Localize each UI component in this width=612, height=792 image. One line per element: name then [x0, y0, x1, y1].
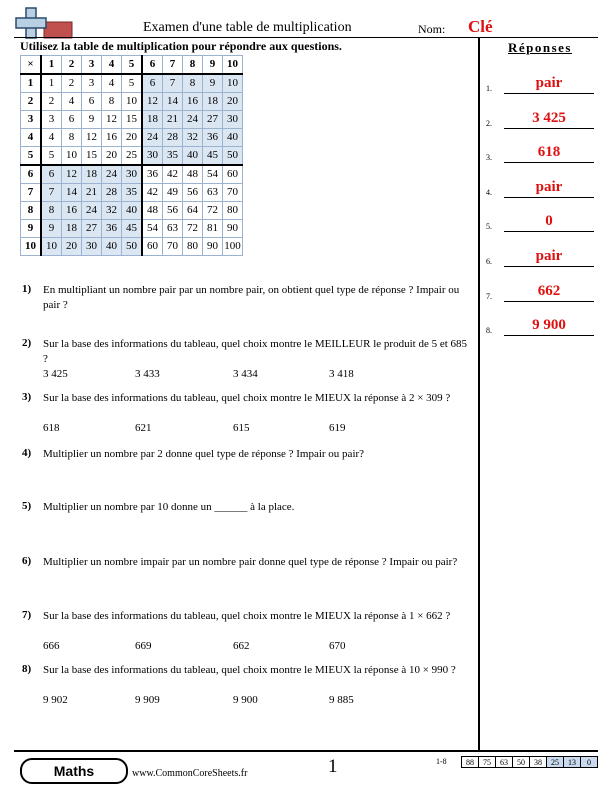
- answer-number: 3.: [486, 153, 492, 163]
- answer-number: 4.: [486, 187, 492, 197]
- table-cell: 40: [102, 238, 122, 256]
- table-cell: 20: [102, 147, 122, 166]
- table-cell: 45: [203, 147, 223, 166]
- answer-choice: 666: [43, 640, 60, 652]
- table-cell: 24: [102, 165, 122, 184]
- table-cell: 40: [223, 129, 243, 147]
- table-column-header: 5: [122, 56, 143, 75]
- table-cell: 20: [62, 238, 82, 256]
- table-cell: 9: [203, 74, 223, 93]
- table-cell: 18: [203, 93, 223, 111]
- question-choices: [43, 422, 473, 436]
- answer-choice: 3 418: [329, 368, 354, 380]
- table-cell: 21: [82, 184, 102, 202]
- table-column-header: 8: [183, 56, 203, 75]
- table-row-header: 8: [21, 202, 42, 220]
- table-cell: 18: [142, 111, 163, 129]
- table-cell: 64: [183, 202, 203, 220]
- table-cell: 30: [122, 165, 143, 184]
- table-cell: 32: [102, 202, 122, 220]
- table-row-header: 10: [21, 238, 42, 256]
- table-cell: 4: [102, 74, 122, 93]
- score-cell: 50: [512, 756, 530, 768]
- answer-choice: 9 902: [43, 694, 68, 706]
- table-cell: 90: [223, 220, 243, 238]
- table-column-header: 2: [62, 56, 82, 75]
- table-cell: 14: [62, 184, 82, 202]
- table-cell: 7: [163, 74, 183, 93]
- answer-value: pair: [504, 74, 594, 94]
- table-cell: 4: [41, 129, 62, 147]
- answer-value: pair: [504, 247, 594, 267]
- table-cell: 27: [82, 220, 102, 238]
- answer-value: 3 425: [504, 109, 594, 129]
- answer-choice: 615: [233, 422, 250, 434]
- table-cell: 28: [163, 129, 183, 147]
- table-cell: 10: [62, 147, 82, 166]
- table-cell: 28: [102, 184, 122, 202]
- table-cell: 18: [82, 165, 102, 184]
- answer-choice: 3 425: [43, 368, 68, 380]
- question-number: 5): [22, 500, 32, 512]
- table-cell: 9: [82, 111, 102, 129]
- table-row: [21, 220, 243, 238]
- table-row: [21, 129, 243, 147]
- answer-number: 1.: [486, 84, 492, 93]
- answer-choice: 621: [135, 422, 152, 434]
- table-cell: 21: [163, 111, 183, 129]
- score-cell: 88: [461, 756, 479, 768]
- question-text: Sur la base des informations du tableau, quel choix montre le MEILLEUR le produit de 5 et 685 ?: [43, 338, 468, 365]
- table-cell: 48: [142, 202, 163, 220]
- answer-choice: 9 909: [135, 694, 160, 706]
- question-text: Multiplier un nombre impair par un nombre pair donne quel type de réponse ? Impair ou pair?: [43, 556, 458, 568]
- question-number: 8): [22, 663, 32, 675]
- table-column-header: 10: [223, 56, 243, 75]
- table-cell: 50: [223, 147, 243, 166]
- table-cell: 80: [183, 238, 203, 256]
- answer-value: 618: [504, 143, 594, 163]
- table-row-header: 9: [21, 220, 42, 238]
- question-number: 2): [22, 337, 32, 349]
- table-cell: 20: [122, 129, 143, 147]
- question-text: Multiplier un nombre par 2 donne quel type de réponse ? Impair ou pair?: [43, 448, 365, 460]
- table-cell: 54: [142, 220, 163, 238]
- table-row-header: 6: [21, 165, 42, 184]
- table-column-header: 1: [41, 56, 62, 75]
- answer-choice: 662: [233, 640, 250, 652]
- table-row: [21, 111, 243, 129]
- question-text: Sur la base des informations du tableau, quel choix montre le MIEUX la réponse à 2 × 309 ?: [43, 392, 451, 404]
- table-cell: 6: [41, 165, 62, 184]
- table-cell: 32: [183, 129, 203, 147]
- table-column-header: 4: [102, 56, 122, 75]
- table-cell: 2: [62, 74, 82, 93]
- table-cell: 20: [223, 93, 243, 111]
- table-row: [21, 74, 243, 93]
- answer-value: 9 900: [504, 316, 594, 336]
- table-cell: 2: [41, 93, 62, 111]
- table-column-header: 3: [82, 56, 102, 75]
- table-cell: 54: [203, 165, 223, 184]
- table-row-header: 4: [21, 129, 42, 147]
- table-row: [21, 202, 243, 220]
- answer-choice: 9 900: [233, 694, 258, 706]
- table-cell: 56: [183, 184, 203, 202]
- table-cell: 3: [41, 111, 62, 129]
- table-row: [21, 165, 243, 184]
- question-number: 3): [22, 391, 32, 403]
- table-column-header: 7: [163, 56, 183, 75]
- question-text: En multipliant un nombre pair par un nombre pair, on obtient quel type de réponse ? Impair ou pair ?: [43, 284, 460, 311]
- instruction-text: Utilisez la table de multiplication pour répondre aux questions.: [20, 39, 342, 53]
- table-cell: 10: [122, 93, 143, 111]
- page-number: 1: [328, 756, 338, 777]
- table-row-header: 5: [21, 147, 42, 166]
- table-column-header: 9: [203, 56, 223, 75]
- question-number: 7): [22, 609, 32, 621]
- table-cell: 16: [102, 129, 122, 147]
- table-header-row: [21, 56, 243, 75]
- table-cell: 25: [122, 147, 143, 166]
- question-text: Sur la base des informations du tableau, quel choix montre le MIEUX la réponse à 10 × 990 ?: [43, 664, 456, 676]
- table-cell: 6: [82, 93, 102, 111]
- table-cell: 45: [122, 220, 143, 238]
- table-column-header: 6: [142, 56, 163, 75]
- question-number: 1): [22, 283, 32, 295]
- table-cell: 40: [122, 202, 143, 220]
- table-cell: 72: [183, 220, 203, 238]
- name-label: Nom:: [418, 22, 446, 36]
- answer-number: 6.: [486, 257, 492, 266]
- question-choices: [43, 694, 473, 708]
- table-cell: 12: [62, 165, 82, 184]
- site-url: www.CommonCoreSheets.fr: [132, 768, 248, 779]
- table-cell: 16: [183, 93, 203, 111]
- table-cell: 24: [82, 202, 102, 220]
- table-cell: 48: [183, 165, 203, 184]
- table-cell: 8: [102, 93, 122, 111]
- table-cell: 14: [163, 93, 183, 111]
- table-cell: 24: [183, 111, 203, 129]
- table-cell: 70: [223, 184, 243, 202]
- answer-value: pair: [504, 178, 594, 198]
- worksheet-title: Examen d'une table de multiplication: [143, 20, 352, 35]
- table-cell: 100: [223, 238, 243, 256]
- table-cell: 15: [122, 111, 143, 129]
- table-row: [21, 184, 243, 202]
- answer-value: 662: [504, 282, 594, 302]
- score-cell: 13: [563, 756, 581, 768]
- table-cell: 15: [82, 147, 102, 166]
- table-cell: 1: [41, 74, 62, 93]
- answers-title: Réponses: [507, 40, 572, 55]
- table-cell: 90: [203, 238, 223, 256]
- table-cell: 16: [62, 202, 82, 220]
- table-cell: 35: [122, 184, 143, 202]
- question-text: Sur la base des informations du tableau, quel choix montre le MIEUX la réponse à 1 × 662 ?: [43, 610, 451, 622]
- table-cell: 30: [82, 238, 102, 256]
- table-cell: 10: [223, 74, 243, 93]
- table-cell: 27: [203, 111, 223, 129]
- answer-number: 2.: [486, 118, 492, 128]
- table-cell: 8: [183, 74, 203, 93]
- table-cell: 6: [142, 74, 163, 93]
- table-cell: 5: [41, 147, 62, 166]
- table-cell: 36: [102, 220, 122, 238]
- table-cell: 49: [163, 184, 183, 202]
- answer-value: 0: [504, 212, 594, 232]
- table-row-header: 7: [21, 184, 42, 202]
- table-cell: 7: [41, 184, 62, 202]
- table-cell: 42: [163, 165, 183, 184]
- table-cell: 8: [62, 129, 82, 147]
- table-cell: 4: [62, 93, 82, 111]
- answer-choice: 9 885: [329, 694, 354, 706]
- table-cell: 12: [102, 111, 122, 129]
- table-cell: 30: [223, 111, 243, 129]
- answer-number: 8.: [486, 326, 492, 336]
- answer-choice: 670: [329, 640, 346, 652]
- answer-choice: 3 434: [233, 368, 258, 380]
- table-cell: 35: [163, 147, 183, 166]
- answer-choice: 618: [43, 422, 60, 434]
- answer-choice: 619: [329, 422, 346, 434]
- table-cell: 80: [223, 202, 243, 220]
- answer-number: 7.: [486, 291, 492, 301]
- table-cell: 50: [122, 238, 143, 256]
- question-text: Multiplier un nombre par 10 donne un ______ à la place.: [43, 501, 295, 513]
- table-row-header: 3: [21, 111, 42, 129]
- table-cell: 42: [142, 184, 163, 202]
- table-cell: 12: [142, 93, 163, 111]
- table-cell: 60: [223, 165, 243, 184]
- table-cell: 56: [163, 202, 183, 220]
- table-cell: 24: [142, 129, 163, 147]
- question-number: 6): [22, 555, 32, 567]
- header-divider: [14, 37, 598, 38]
- table-cell: 72: [203, 202, 223, 220]
- answer-column-divider: [478, 38, 480, 750]
- table-cell: 36: [142, 165, 163, 184]
- table-cell: 63: [163, 220, 183, 238]
- table-cell: 8: [41, 202, 62, 220]
- table-cell: 40: [183, 147, 203, 166]
- score-cell: 63: [495, 756, 513, 768]
- table-cell: 30: [142, 147, 163, 166]
- table-cell: 18: [62, 220, 82, 238]
- table-row: [21, 147, 243, 166]
- table-cell: 81: [203, 220, 223, 238]
- table-row: [21, 93, 243, 111]
- table-corner-cell: ×: [21, 56, 42, 75]
- table-cell: 70: [163, 238, 183, 256]
- answer-choice: 669: [135, 640, 152, 652]
- question-choices: [43, 368, 473, 382]
- question-choices: [43, 640, 473, 654]
- table-cell: 10: [41, 238, 62, 256]
- table-cell: 5: [122, 74, 143, 93]
- score-cell: 0: [580, 756, 598, 768]
- score-key: [436, 756, 598, 768]
- table-cell: 3: [82, 74, 102, 93]
- score-cell: 75: [478, 756, 496, 768]
- score-cell: 25: [546, 756, 564, 768]
- table-cell: 36: [203, 129, 223, 147]
- table-row-header: 1: [21, 74, 42, 93]
- answer-number: 5.: [486, 222, 492, 232]
- question-number: 4): [22, 447, 32, 459]
- table-cell: 6: [62, 111, 82, 129]
- score-cell: 38: [529, 756, 547, 768]
- table-cell: 63: [203, 184, 223, 202]
- plus-sign-logo-icon: [14, 6, 74, 40]
- score-range-label: 1-8: [436, 757, 447, 766]
- answer-choice: 3 433: [135, 368, 160, 380]
- table-cell: 60: [142, 238, 163, 256]
- multiplication-table: [20, 55, 243, 256]
- table-row: [21, 238, 243, 256]
- table-cell: 12: [82, 129, 102, 147]
- name-value: Clé: [468, 17, 493, 36]
- footer-divider: [14, 750, 598, 752]
- table-row-header: 2: [21, 93, 42, 111]
- subject-badge: Maths: [20, 758, 128, 784]
- table-cell: 9: [41, 220, 62, 238]
